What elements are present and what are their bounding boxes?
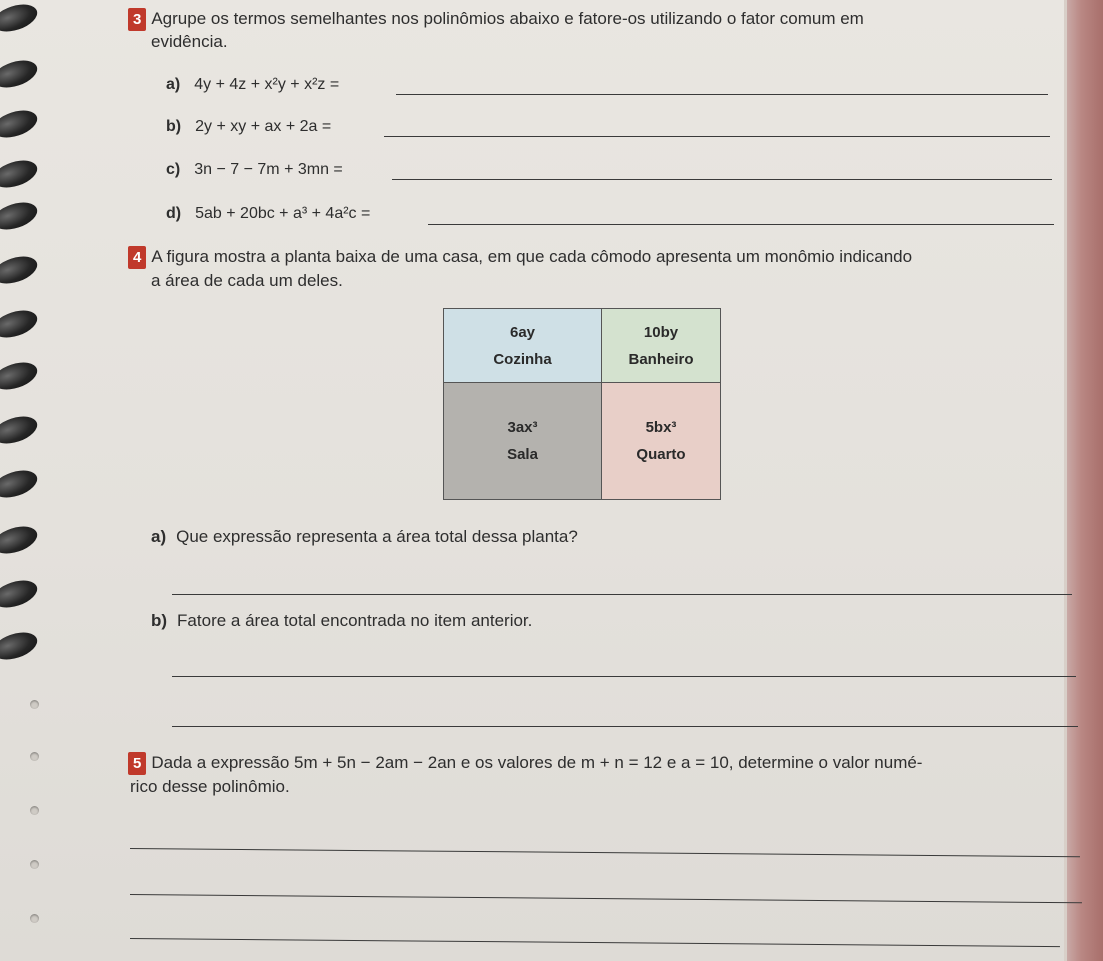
- item-label: c): [166, 161, 181, 178]
- spiral-ring: [0, 251, 41, 288]
- spiral-hole: [30, 914, 39, 923]
- item-label: a): [166, 76, 181, 93]
- spiral-ring: [0, 0, 41, 37]
- item-expression: 3n − 7 − 7m + 3mn =: [194, 161, 343, 178]
- question-4-text-line1: A figura mostra a planta baixa de uma casa, em que cada cômodo apresenta um monômio indicando: [151, 247, 913, 266]
- sub-item-label: b): [151, 611, 168, 630]
- spiral-ring: [0, 411, 41, 448]
- room-area: 10by: [643, 323, 679, 341]
- room-name: Cozinha: [493, 350, 552, 368]
- spiral-ring: [0, 575, 41, 612]
- question-number-badge: 5: [128, 752, 146, 775]
- answer-line[interactable]: [130, 894, 1082, 903]
- side-tab: [1067, 0, 1103, 961]
- q3-item-c: [166, 161, 343, 179]
- question-4b: [151, 610, 532, 631]
- question-number-badge: 3: [128, 8, 146, 31]
- room-kitchen: [444, 309, 602, 383]
- question-5-text-line2: rico desse polinômio.: [130, 777, 290, 796]
- room-bathroom: [602, 309, 720, 383]
- item-label: d): [166, 205, 182, 222]
- sub-item-label: a): [151, 527, 167, 546]
- room-name: Quarto: [636, 446, 686, 463]
- answer-line[interactable]: [172, 676, 1076, 677]
- item-expression: 4y + 4z + x²y + x²z =: [194, 76, 340, 93]
- spiral-ring: [0, 465, 41, 502]
- spiral-hole: [30, 752, 39, 761]
- spiral-ring: [0, 197, 41, 234]
- spiral-ring: [0, 305, 41, 342]
- question-3-text-line1: Agrupe os termos semelhantes nos polinômios abaixo e fatore-os utilizando o fator comum em: [151, 9, 864, 28]
- spiral-ring: [0, 357, 41, 394]
- spiral-ring: [0, 155, 41, 192]
- answer-line[interactable]: [392, 179, 1052, 180]
- room-area: 3ax³: [507, 419, 538, 436]
- answer-line[interactable]: [384, 136, 1050, 137]
- sub-item-text: Fatore a área total encontrada no item anterior.: [177, 611, 533, 630]
- spiral-binding: [0, 0, 70, 961]
- question-3-prompt: [128, 8, 1058, 31]
- spiral-hole: [30, 860, 39, 869]
- item-expression: 2y + xy + ax + 2a =: [195, 118, 332, 135]
- question-number-badge: 4: [128, 246, 146, 269]
- answer-line[interactable]: [428, 224, 1054, 225]
- answer-line[interactable]: [130, 938, 1060, 947]
- question-5-prompt: [128, 752, 1078, 775]
- answer-line[interactable]: [130, 848, 1080, 857]
- question-3-text-line2: evidência.: [151, 32, 228, 51]
- sub-item-text: Que expressão representa a área total dessa planta?: [176, 527, 578, 546]
- answer-line[interactable]: [396, 94, 1048, 95]
- q3-item-a: [166, 76, 339, 94]
- spiral-ring: [0, 521, 41, 558]
- room-living: [444, 383, 602, 499]
- question-4a: [151, 526, 578, 547]
- question-5-text-line1: Dada a expressão 5m + 5n − 2am − 2an e os valores de m + n = 12 e a = 10, determine o valor numé-: [151, 753, 923, 772]
- room-name: Sala: [507, 446, 538, 463]
- item-expression: 5ab + 20bc + a³ + 4a²c =: [195, 205, 371, 222]
- spiral-ring: [0, 627, 41, 664]
- room-name: Banheiro: [628, 350, 694, 368]
- spiral-ring: [0, 55, 41, 92]
- answer-line[interactable]: [172, 594, 1072, 595]
- floor-plan: [443, 308, 721, 500]
- answer-line[interactable]: [172, 726, 1078, 727]
- question-4-prompt: [128, 246, 1068, 269]
- spiral-hole: [30, 700, 39, 709]
- room-area: 6ay: [509, 323, 536, 341]
- room-bedroom: [602, 383, 720, 499]
- question-4-text-line2: a área de cada um deles.: [151, 271, 343, 290]
- room-area: 5bx³: [645, 419, 677, 436]
- spiral-hole: [30, 806, 39, 815]
- q3-item-b: [166, 118, 331, 136]
- item-label: b): [166, 118, 182, 135]
- spiral-ring: [0, 105, 41, 142]
- q3-item-d: [166, 205, 370, 223]
